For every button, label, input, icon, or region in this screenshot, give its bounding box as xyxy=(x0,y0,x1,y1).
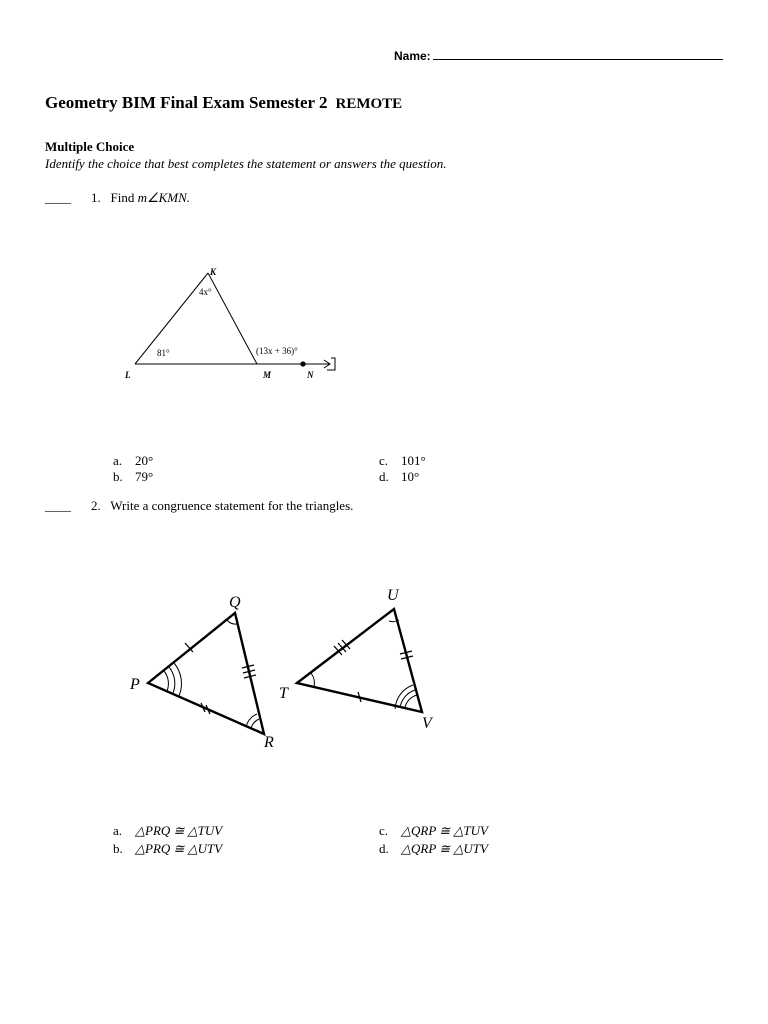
remote-tag: REMOTE xyxy=(335,96,403,112)
arc-p-1 xyxy=(164,671,168,691)
label-l: L xyxy=(125,370,131,380)
side-lk xyxy=(135,273,208,364)
label-t: T xyxy=(279,685,288,702)
label-m: M xyxy=(263,370,272,380)
question-math: m∠KMN. xyxy=(137,190,191,205)
triangle-klm-figure xyxy=(115,260,355,385)
angle-l-label: 81° xyxy=(157,348,170,358)
arc-p-3 xyxy=(174,663,182,696)
label-u: U xyxy=(387,587,399,604)
choice-1a[interactable]: a. 20° xyxy=(113,453,154,468)
arc-r-2 xyxy=(246,714,257,727)
label-n: N xyxy=(307,370,314,380)
name-blank-line[interactable] xyxy=(433,48,723,60)
choice-2b[interactable]: b. △PRQ ≅ △UTV xyxy=(113,841,223,856)
section-heading: Multiple Choice xyxy=(45,139,135,154)
question-2 xyxy=(91,498,353,514)
choice-2d[interactable]: d. △QRP ≅ △UTV xyxy=(379,841,488,856)
side-km xyxy=(208,273,257,364)
label-r: R xyxy=(264,734,274,751)
choice-1c[interactable]: c. 101° xyxy=(379,453,426,468)
arc-r-1 xyxy=(251,719,259,729)
answer-blank-1[interactable]: ____ xyxy=(45,190,71,205)
question-1 xyxy=(91,190,190,206)
choice-1b[interactable]: b. 79° xyxy=(113,469,154,484)
choice-1d[interactable]: d. 10° xyxy=(379,469,420,484)
question-number: 1. xyxy=(91,190,101,205)
label-q: Q xyxy=(229,594,241,611)
section-instructions: Identify the choice that best completes the statement or answers the question. xyxy=(45,156,447,171)
choice-2c[interactable]: c. △QRP ≅ △TUV xyxy=(379,823,488,838)
answer-blank-2[interactable]: ____ xyxy=(45,498,71,513)
arc-q xyxy=(227,620,237,624)
question-prompt: Find xyxy=(110,190,135,205)
page-title xyxy=(45,93,402,113)
exterior-angle-label: (13x + 36)° xyxy=(256,346,298,356)
question-number: 2. xyxy=(91,498,101,513)
name-label: Name: xyxy=(394,49,431,63)
angle-k-label: 4x° xyxy=(199,287,212,297)
question-prompt: Write a congruence statement for the triangles. xyxy=(110,498,354,513)
choice-2a[interactable]: a. △PRQ ≅ △TUV xyxy=(113,823,223,838)
label-k: K xyxy=(210,267,217,277)
point-n-dot xyxy=(300,361,305,366)
arc-v-1 xyxy=(405,695,417,707)
congruent-triangles-figure xyxy=(120,580,450,755)
label-p: P xyxy=(130,676,140,693)
name-field xyxy=(394,48,723,63)
arc-p-2 xyxy=(169,667,175,693)
label-v: V xyxy=(422,715,432,732)
exam-title: Geometry BIM Final Exam Semester 2 xyxy=(45,93,328,112)
arc-t xyxy=(311,673,314,687)
